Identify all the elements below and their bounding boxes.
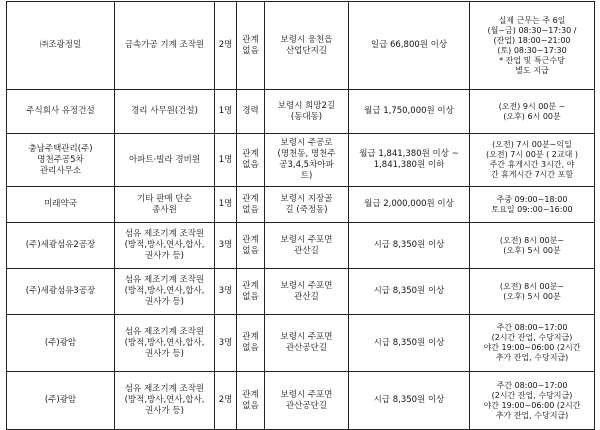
company-cell: (주)광암 — [7, 315, 115, 372]
company-cell: 주식회사 유정건설 — [7, 90, 115, 134]
location-cell: 보령시 희망2길 (동대동) — [265, 90, 349, 134]
experience-cell: 관계 없음 — [237, 315, 265, 372]
job-cell: 금속가공 기계 조작원 — [115, 2, 215, 90]
location-cell: 보령시 주포면 관산공단길 — [265, 315, 349, 372]
count-cell: 3명 — [215, 315, 237, 372]
pay-cell: 시급 8,350원 이상 — [349, 315, 470, 372]
job-cell: 섬유 제조기계 조작원 (방적,방사,연사,합사, 권사가 등) — [115, 223, 215, 269]
experience-cell: 경력 — [237, 90, 265, 134]
count-cell: 3명 — [215, 223, 237, 269]
job-cell: 섬유 제조기계 조작원 (방적,방사,연사,합사, 권사가 등) — [115, 269, 215, 315]
count-cell: 3명 — [215, 269, 237, 315]
pay-cell: 시급 8,350원 이상 — [349, 372, 470, 430]
hours-cell: 주간 08:00~17:00 (2시간 잔업, 수당지급) 야간 19:00~06:00 (2시간 추가 잔업, 수당지급) — [470, 315, 595, 372]
hours-cell: (오전) 7시 00분~익일 (오전) 7시 00분 ( 2교대 ) 주간 휴게시간 3시간, 야 간 휴게시간 7시간 포함 — [470, 134, 595, 187]
hours-cell: 주간 08:00~17:00 (2시간 잔업, 수당지급) 야간 19:00~06:00 (2시간 추가 잔업, 수당지급) — [470, 372, 595, 430]
pay-cell: 시급 8,350원 이상 — [349, 269, 470, 315]
experience-cell: 관계 없음 — [237, 372, 265, 430]
count-cell: 1명 — [215, 134, 237, 187]
experience-cell: 관계 없음 — [237, 223, 265, 269]
table-row — [7, 90, 595, 134]
experience-cell: 관계 없음 — [237, 187, 265, 223]
company-cell: (주)세광섬유3공장 — [7, 269, 115, 315]
job-listings-table — [6, 1, 595, 430]
job-cell: 기타 판매 단순 종사원 — [115, 187, 215, 223]
count-cell: 2명 — [215, 372, 237, 430]
company-cell: 충남주택관리(주) 명천주공5차 관리사무소 — [7, 134, 115, 187]
experience-cell: 관계 없음 — [237, 134, 265, 187]
table-row — [7, 269, 595, 315]
location-cell: 보령시 지장골 길 (죽정동) — [265, 187, 349, 223]
job-cell: 섬유 제조기계 조작원 (방적,방사,연사,합사, 권사가 등) — [115, 315, 215, 372]
job-cell: 아파트·빌라 경비원 — [115, 134, 215, 187]
pay-cell: 월급 1,750,000원 이상 — [349, 90, 470, 134]
experience-cell: 관계 없음 — [237, 2, 265, 90]
job-cell: 경리 사무원(건설) — [115, 90, 215, 134]
company-cell: (주)세광섬유2공장 — [7, 223, 115, 269]
pay-cell: 월급 2,000,000원 이상 — [349, 187, 470, 223]
hours-cell: (오전) 9시 00분 ~ (오후) 6시 00분 — [470, 90, 595, 134]
location-cell: 보령시 주포면 관산공단길 — [265, 372, 349, 430]
count-cell: 1명 — [215, 90, 237, 134]
experience-cell: 관계 없음 — [237, 269, 265, 315]
table-row — [7, 187, 595, 223]
company-cell: ㈜조광정밀 — [7, 2, 115, 90]
pay-cell: 시급 8,350원 이상 — [349, 223, 470, 269]
pay-cell: 월급 1,841,380원 이상 ~ 1,841,380원 이하 — [349, 134, 470, 187]
location-cell: 보령시 웅천읍 산업단지길 — [265, 2, 349, 90]
table-row — [7, 134, 595, 187]
hours-cell: (오전) 8시 00분~ (오후) 5시 00분 — [470, 269, 595, 315]
company-cell: (주)광암 — [7, 372, 115, 430]
table-row — [7, 315, 595, 372]
location-cell: 보령시 주포면 관산길 — [265, 223, 349, 269]
hours-cell: 실제 근무는 주 6일 (월~금) 08:30~17:30 / (잔업) 18:00~21:00 (토) 08:30~17:30 * 잔업 및 특근수당 별도 지급 — [470, 2, 595, 90]
pay-cell: 일급 66,800원 이상 — [349, 2, 470, 90]
hours-cell: 주중 09:00~18:00 토요일 09::00~16:00 — [470, 187, 595, 223]
count-cell: 1명 — [215, 187, 237, 223]
table-row — [7, 372, 595, 430]
hours-cell: (오전) 8시 00분~ (오후) 5시 00분 — [470, 223, 595, 269]
company-cell: 미래약국 — [7, 187, 115, 223]
count-cell: 2명 — [215, 2, 237, 90]
table-row — [7, 2, 595, 90]
location-cell: 보령시 주포면 관산길 — [265, 269, 349, 315]
table-row — [7, 223, 595, 269]
job-cell: 섬유 제조기계 조작원 (방적,방사,연사,합사, 권사가 등) — [115, 372, 215, 430]
location-cell: 보령시 주공로 (명천동, 명천주 공3,4,5차아파 트) — [265, 134, 349, 187]
